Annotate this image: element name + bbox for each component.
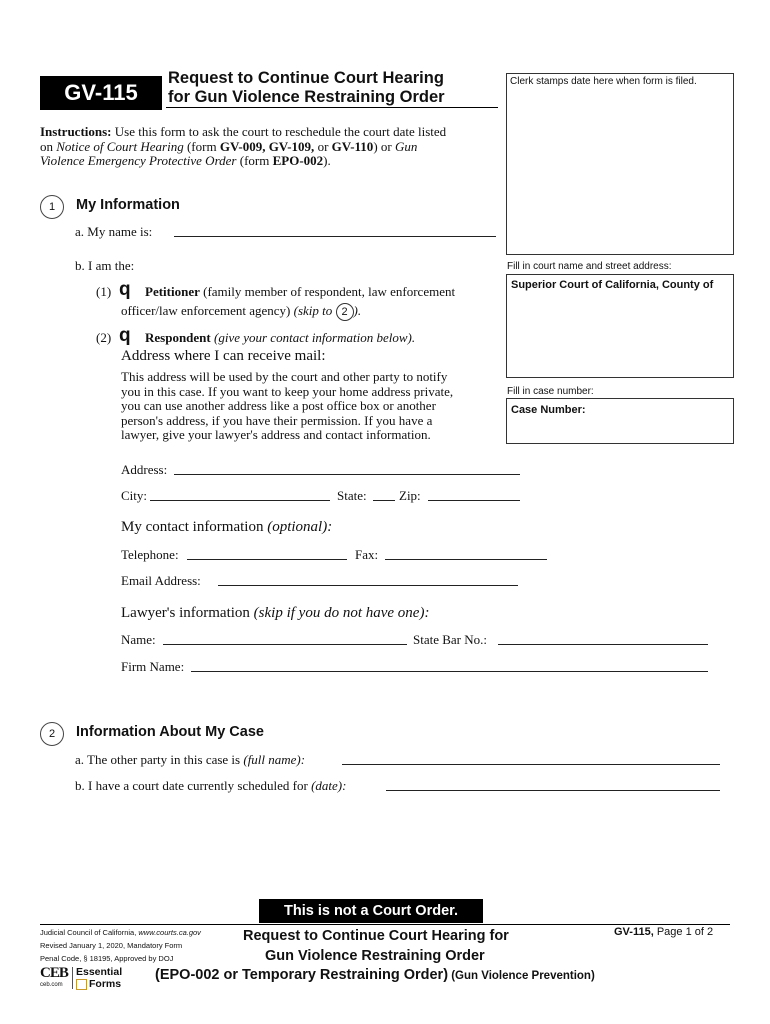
city-field[interactable] (150, 500, 330, 501)
state-label: State: (337, 488, 367, 503)
option2-number: (2) (96, 330, 112, 345)
email-field[interactable] (218, 585, 518, 586)
court-date-field[interactable] (386, 790, 720, 791)
lawyer-name-field[interactable] (163, 644, 407, 645)
state-bar-field[interactable] (498, 644, 708, 645)
respondent-checkbox[interactable]: q (119, 325, 131, 346)
fax-label: Fax: (355, 547, 379, 562)
city-label: City: (121, 488, 148, 503)
form-title (168, 69, 445, 107)
page-number: GV-115, Page 1 of 2 (614, 926, 714, 938)
instructions-label: Instructions: (40, 124, 112, 139)
form-id-badge: GV-115 (40, 76, 162, 110)
mail-text: This address will be used by the court and other party to notify you in this case. If you want to keep your home address private, you can use another address like a post office box or another person's address, if you have their permission. If you have a lawyer, give your lawyer's address and contact information. (121, 369, 454, 442)
fax-field[interactable] (385, 559, 547, 560)
form-title-line2: for Gun Violence Restraining Order (168, 88, 445, 106)
telephone-label: Telephone: (121, 547, 179, 562)
instructions: Instructions: Use this form to ask the court to reschedule the court date listed on Notice of Court Hearing (form GV-009, GV-109, or GV-110) or Gun Violence Emergency Protective Order (form EPO-002). (40, 124, 447, 168)
email-label: Email Address: (121, 573, 201, 588)
case-number-box[interactable] (506, 398, 734, 444)
footer-title-line1: Request to Continue Court Hearing for (243, 928, 509, 944)
court-date-label: b. I have a court date currently scheduled for (date): (75, 778, 347, 793)
section1-heading: My Information (76, 197, 180, 213)
option1-number: (1) (96, 284, 112, 299)
petitioner-line2: officer/law enforcement agency) (skip to 2 ). (121, 303, 361, 321)
firm-name-field[interactable] (191, 671, 708, 672)
section2-heading: Information About My Case (76, 724, 264, 740)
clerk-stamp-text: Clerk stamps date here when form is filed. (510, 76, 697, 87)
other-party-label: a. The other party in this case is (full name): (75, 752, 306, 767)
footer-title-line2: Gun Violence Restraining Order (265, 948, 485, 964)
zip-label: Zip: (399, 488, 421, 503)
lawyer-heading: Lawyer's information (skip if you do not have one): (121, 605, 430, 621)
petitioner-label: Petitioner (family member of respondent, law enforcement (145, 284, 456, 299)
ceb-logo: CEB ceb.com (40, 965, 68, 988)
court-hint: Fill in court name and street address: (507, 261, 672, 272)
court-name-box[interactable] (506, 274, 734, 378)
address-label: Address: (121, 462, 168, 477)
mail-heading: Address where I can receive mail: (121, 348, 326, 364)
state-bar-label: State Bar No.: (413, 632, 488, 647)
other-party-field[interactable] (342, 764, 720, 765)
forms-logo-icon (76, 979, 87, 990)
instructions-line1: Use this form to ask the court to reschedule the court date listed (114, 124, 447, 139)
telephone-field[interactable] (187, 559, 347, 560)
revised-text: Revised January 1, 2020, Mandatory Form (40, 941, 183, 950)
my-name-field[interactable] (174, 236, 496, 237)
title-rule (166, 107, 498, 108)
my-name-label: a. My name is: (75, 224, 153, 239)
case-number-hint: Fill in case number: (507, 386, 594, 397)
firm-name-label: Firm Name: (121, 659, 185, 674)
essential-forms-logo: Essential Forms (76, 966, 123, 990)
penal-code-text: Penal Code, § 18195, Approved by DOJ (40, 954, 174, 963)
clerk-stamp-box (506, 73, 734, 255)
logo-divider (72, 967, 73, 989)
not-court-order-banner: This is not a Court Order. (259, 899, 483, 923)
form-title-line1: Request to Continue Court Hearing (168, 69, 444, 87)
section2-number: 2 (40, 722, 64, 746)
court-name-label: Superior Court of California, County of (511, 279, 714, 291)
address-field[interactable] (174, 474, 520, 475)
section1-number: 1 (40, 195, 64, 219)
council-text: Judicial Council of California, www.courts.ca.gov (40, 928, 201, 937)
petitioner-checkbox[interactable]: q (119, 279, 131, 300)
contact-heading: My contact information (optional): (121, 519, 333, 535)
i-am-label: b. I am the: (75, 258, 135, 273)
state-field[interactable] (373, 500, 395, 501)
respondent-label: Respondent (give your contact information below). (145, 330, 416, 345)
footer-title-line3: (EPO-002 or Temporary Restraining Order) (Gun Violence Prevention) (155, 967, 595, 983)
footer-rule (40, 924, 730, 925)
skip-to-2-circle: 2 (336, 303, 354, 321)
zip-field[interactable] (428, 500, 520, 501)
lawyer-name-label: Name: (121, 632, 156, 647)
case-number-label: Case Number: (511, 404, 586, 416)
